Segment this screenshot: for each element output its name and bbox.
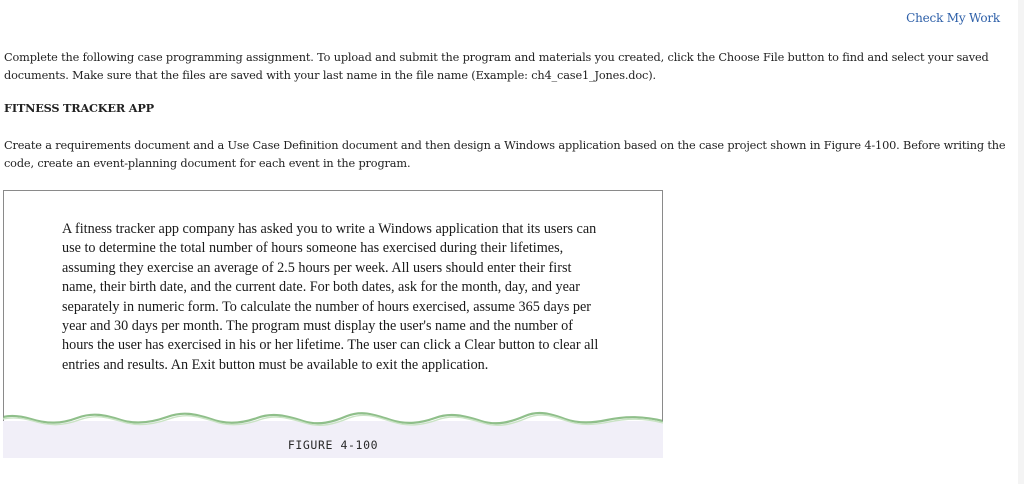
check-my-work-link[interactable]: Check My Work [906, 11, 1000, 25]
torn-edge-graphic [3, 404, 663, 434]
figure-case-text: A fitness tracker app company has asked you to write a Windows application that its users can use to determine the total number of hours someone has exercised during their lifetimes, assuming they exercise an average of 2.5 hours per week. All users should enter their first name, their birth date, and the current date. For both dates, ask for the month, day, and year separately in numeric form. To calculate the number of hours exercised, assume 365 days per year and 30 days per month. The program must display the user's name and the number of hours the user has exercised in his or her lifetime. The user can click a Clear button to clear all entries and results. An Exit button must be available to exit the application. [62, 221, 599, 373]
page-scrollbar[interactable] [1018, 0, 1024, 484]
assignment-instructions: Create a requirements document and a Use Case Definition document and then design a Windows application based on the case project shown in Figure 4-100. Before writing the code, create an event-planning document for each event in the program. [4, 139, 1006, 170]
figure-caption: FIGURE 4-100 [287, 438, 379, 452]
assignment-intro: Complete the following case programming assignment. To upload and submit the program and materials you created, click the Choose File button to find and select your saved documents. Make sure that the files are saved with your last name in the file name (Example: ch4_case1_Jones.doc). [4, 51, 989, 82]
figure-box [3, 190, 663, 458]
case-title: FITNESS TRACKER APP [4, 101, 154, 115]
figure-panel [3, 190, 663, 421]
